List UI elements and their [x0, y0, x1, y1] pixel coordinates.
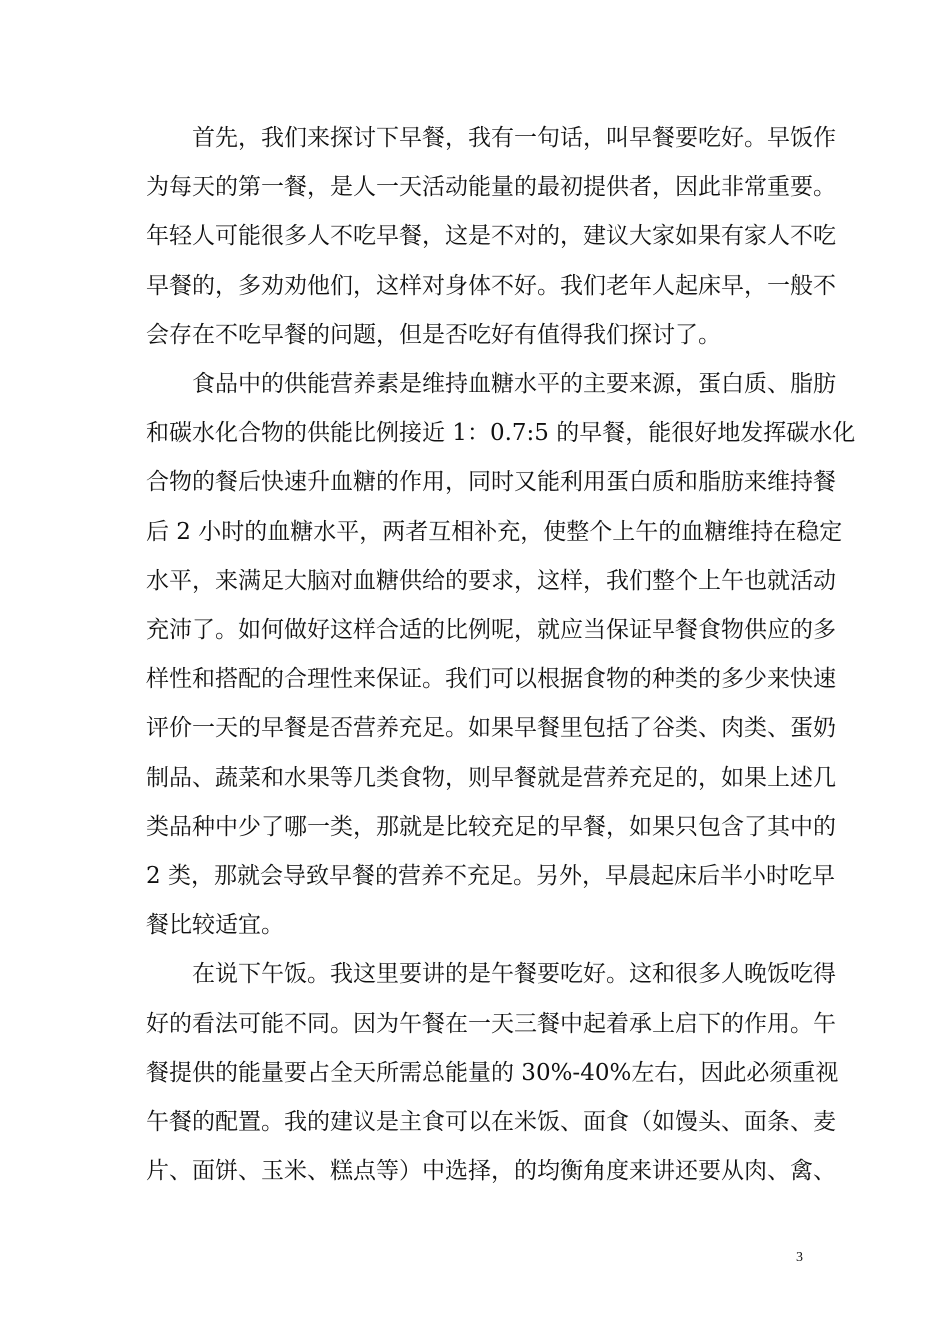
body-text: [146, 114, 856, 1196]
paragraph-1-line-2: 为每天的第一餐，是人一天活动能量的最初提供者，因此非常重要。: [146, 174, 836, 201]
paragraph-1-line-4: 早餐的，多劝劝他们，这样对身体不好。我们老年人起床早，一般不: [146, 272, 836, 299]
paragraph-3-line-1: 在说下午饭。我这里要讲的是午餐要吃好。这和很多人晚饭吃得: [192, 961, 836, 988]
paragraph-2-line-6: 充沛了。如何做好这样合适的比例呢，就应当保证早餐食物供应的多: [146, 617, 836, 644]
paragraph-2-line-1: 食品中的供能营养素是维持血糖水平的主要来源，蛋白质、脂肪: [192, 371, 836, 398]
paragraph-2-line-5: 水平，来满足大脑对血糖供给的要求，这样，我们整个上午也就活动: [146, 567, 836, 594]
paragraph-2-line-2: 和碳水化合物的供能比例接近 1：0.7:5 的早餐，能很好地发挥碳水化: [146, 420, 856, 447]
paragraph-3-line-2: 好的看法可能不同。因为午餐在一天三餐中起着承上启下的作用。午: [146, 1010, 836, 1037]
paragraph-1-line-3: 年轻人可能很多人不吃早餐，这是不对的，建议大家如果有家人不吃: [146, 223, 836, 250]
paragraph-1-line-1: 首先，我们来探讨下早餐，我有一句话，叫早餐要吃好。早饭作: [192, 125, 836, 151]
paragraph-2-line-3: 合物的餐后快速升血糖的作用，同时又能利用蛋白质和脂肪来维持餐: [146, 469, 836, 496]
paragraph-2-line-4: 后 2 小时的血糖水平，两者互相补充，使整个上午的血糖维持在稳定: [146, 518, 843, 545]
paragraph-2-line-8: 评价一天的早餐是否营养充足。如果早餐里包括了谷类、肉类、蛋奶: [146, 715, 836, 742]
paragraph-2-line-10: 类品种中少了哪一类，那就是比较充足的早餐，如果只包含了其中的: [146, 813, 836, 840]
paragraph-3-line-4: 午餐的配置。我的建议是主食可以在米饭、面食（如馒头、面条、麦: [146, 1109, 836, 1136]
page-number: 3: [796, 1250, 803, 1265]
paragraph-2-line-12: 餐比较适宜。: [146, 912, 284, 939]
paragraph-1-line-5: 会存在不吃早餐的问题，但是否吃好有值得我们探讨了。: [146, 321, 721, 348]
paragraph-2-line-11: 2 类，那就会导致早餐的营养不充足。另外，早晨起床后半小时吃早: [146, 863, 835, 890]
paragraph-2-line-7: 样性和搭配的合理性来保证。我们可以根据食物的种类的多少来快速: [146, 666, 836, 693]
paragraph-2-line-9: 制品、蔬菜和水果等几类食物，则早餐就是营养充足的，如果上述几: [146, 764, 836, 791]
paragraph-3-line-5: 片、面饼、玉米、糕点等）中选择，的均衡角度来讲还要从肉、禽、: [146, 1158, 836, 1185]
paragraph-3-line-3: 餐提供的能量要占全天所需总能量的 30%-40%左右，因此必须重视: [146, 1059, 839, 1086]
